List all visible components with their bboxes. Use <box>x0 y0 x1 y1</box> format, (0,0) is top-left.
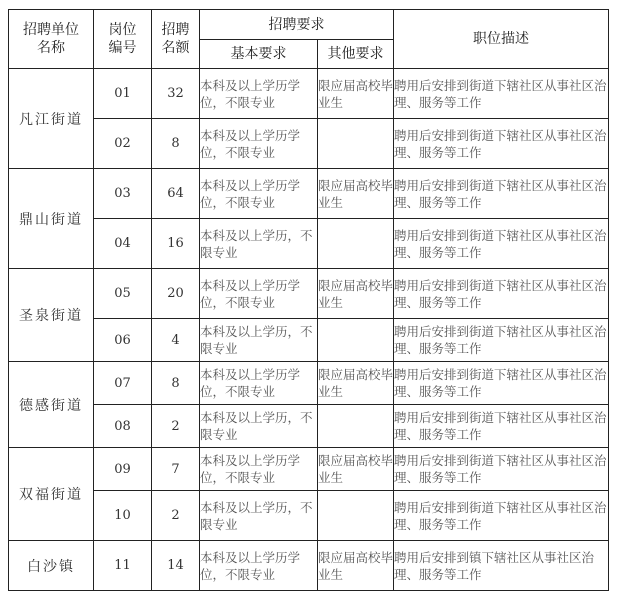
table-row <box>9 491 609 541</box>
quota-cell: 64 <box>152 169 200 219</box>
unit-name-cell: 双福街道 <box>9 448 94 541</box>
table-row <box>9 219 609 269</box>
basic-requirement-cell: 本科及以上学历学位，不限专业 <box>200 69 318 119</box>
post-number-cell: 07 <box>94 362 152 405</box>
other-requirement-cell <box>318 491 394 541</box>
quota-cell: 2 <box>152 491 200 541</box>
post-number-cell: 01 <box>94 69 152 119</box>
other-requirement-cell: 限应届高校毕业生 <box>318 448 394 491</box>
post-number-cell: 05 <box>94 269 152 319</box>
header-other: 其他要求 <box>318 40 394 69</box>
job-description-cell: 聘用后安排到街道下辖社区从事社区治理、服务等工作 <box>394 491 609 541</box>
job-description-cell: 聘用后安排到街道下辖社区从事社区治理、服务等工作 <box>394 219 609 269</box>
other-requirement-cell <box>318 119 394 169</box>
job-description-cell: 聘用后安排到街道下辖社区从事社区治理、服务等工作 <box>394 169 609 219</box>
table-row <box>9 169 609 219</box>
header-count: 招聘名额 <box>152 10 200 69</box>
unit-name-cell: 德感街道 <box>9 362 94 448</box>
other-requirement-cell: 限应届高校毕业生 <box>318 362 394 405</box>
post-number-cell: 03 <box>94 169 152 219</box>
post-number-cell: 04 <box>94 219 152 269</box>
table-body <box>9 69 609 591</box>
table-row <box>9 69 609 119</box>
other-requirement-cell <box>318 219 394 269</box>
recruitment-table <box>8 9 609 591</box>
quota-cell: 8 <box>152 119 200 169</box>
job-description-cell: 聘用后安排到街道下辖社区从事社区治理、服务等工作 <box>394 69 609 119</box>
basic-requirement-cell: 本科及以上学历学位，不限专业 <box>200 541 318 591</box>
other-requirement-cell: 限应届高校毕业生 <box>318 541 394 591</box>
table-row <box>9 269 609 319</box>
quota-cell: 20 <box>152 269 200 319</box>
quota-cell: 8 <box>152 362 200 405</box>
header-post: 岗位编号 <box>94 10 152 69</box>
basic-requirement-cell: 本科及以上学历学位，不限专业 <box>200 119 318 169</box>
unit-name-cell: 圣泉街道 <box>9 269 94 362</box>
header-unit: 招聘单位名称 <box>9 10 94 69</box>
basic-requirement-cell: 本科及以上学历，不限专业 <box>200 491 318 541</box>
basic-requirement-cell: 本科及以上学历学位，不限专业 <box>200 362 318 405</box>
basic-requirement-cell: 本科及以上学历，不限专业 <box>200 219 318 269</box>
unit-name-cell: 白沙镇 <box>9 541 94 591</box>
job-description-cell: 聘用后安排到街道下辖社区从事社区治理、服务等工作 <box>394 405 609 448</box>
post-number-cell: 10 <box>94 491 152 541</box>
other-requirement-cell: 限应届高校毕业生 <box>318 269 394 319</box>
other-requirement-cell: 限应届高校毕业生 <box>318 169 394 219</box>
table-row <box>9 362 609 405</box>
other-requirement-cell: 限应届高校毕业生 <box>318 69 394 119</box>
post-number-cell: 11 <box>94 541 152 591</box>
job-description-cell: 聘用后安排到街道下辖社区从事社区治理、服务等工作 <box>394 269 609 319</box>
quota-cell: 32 <box>152 69 200 119</box>
job-description-cell: 聘用后安排到街道下辖社区从事社区治理、服务等工作 <box>394 362 609 405</box>
post-number-cell: 08 <box>94 405 152 448</box>
table-row <box>9 319 609 362</box>
basic-requirement-cell: 本科及以上学历学位，不限专业 <box>200 448 318 491</box>
post-number-cell: 06 <box>94 319 152 362</box>
quota-cell: 2 <box>152 405 200 448</box>
post-number-cell: 09 <box>94 448 152 491</box>
unit-name-cell: 凡江街道 <box>9 69 94 169</box>
table-row <box>9 448 609 491</box>
unit-name-cell: 鼎山街道 <box>9 169 94 269</box>
other-requirement-cell <box>318 405 394 448</box>
quota-cell: 7 <box>152 448 200 491</box>
job-description-cell: 聘用后安排到街道下辖社区从事社区治理、服务等工作 <box>394 448 609 491</box>
quota-cell: 16 <box>152 219 200 269</box>
other-requirement-cell <box>318 319 394 362</box>
basic-requirement-cell: 本科及以上学历，不限专业 <box>200 319 318 362</box>
table-row <box>9 119 609 169</box>
header-requirements: 招聘要求 <box>200 10 394 40</box>
quota-cell: 14 <box>152 541 200 591</box>
basic-requirement-cell: 本科及以上学历，不限专业 <box>200 405 318 448</box>
job-description-cell: 聘用后安排到街道下辖社区从事社区治理、服务等工作 <box>394 119 609 169</box>
job-description-cell: 聘用后安排到镇下辖社区从事社区治理、服务等工作 <box>394 541 609 591</box>
basic-requirement-cell: 本科及以上学历学位，不限专业 <box>200 169 318 219</box>
table-row <box>9 541 609 591</box>
header-description: 职位描述 <box>394 10 609 69</box>
header-basic: 基本要求 <box>200 40 318 69</box>
header-row-top <box>9 10 609 40</box>
basic-requirement-cell: 本科及以上学历学位，不限专业 <box>200 269 318 319</box>
post-number-cell: 02 <box>94 119 152 169</box>
job-description-cell: 聘用后安排到街道下辖社区从事社区治理、服务等工作 <box>394 319 609 362</box>
table-row <box>9 405 609 448</box>
quota-cell: 4 <box>152 319 200 362</box>
